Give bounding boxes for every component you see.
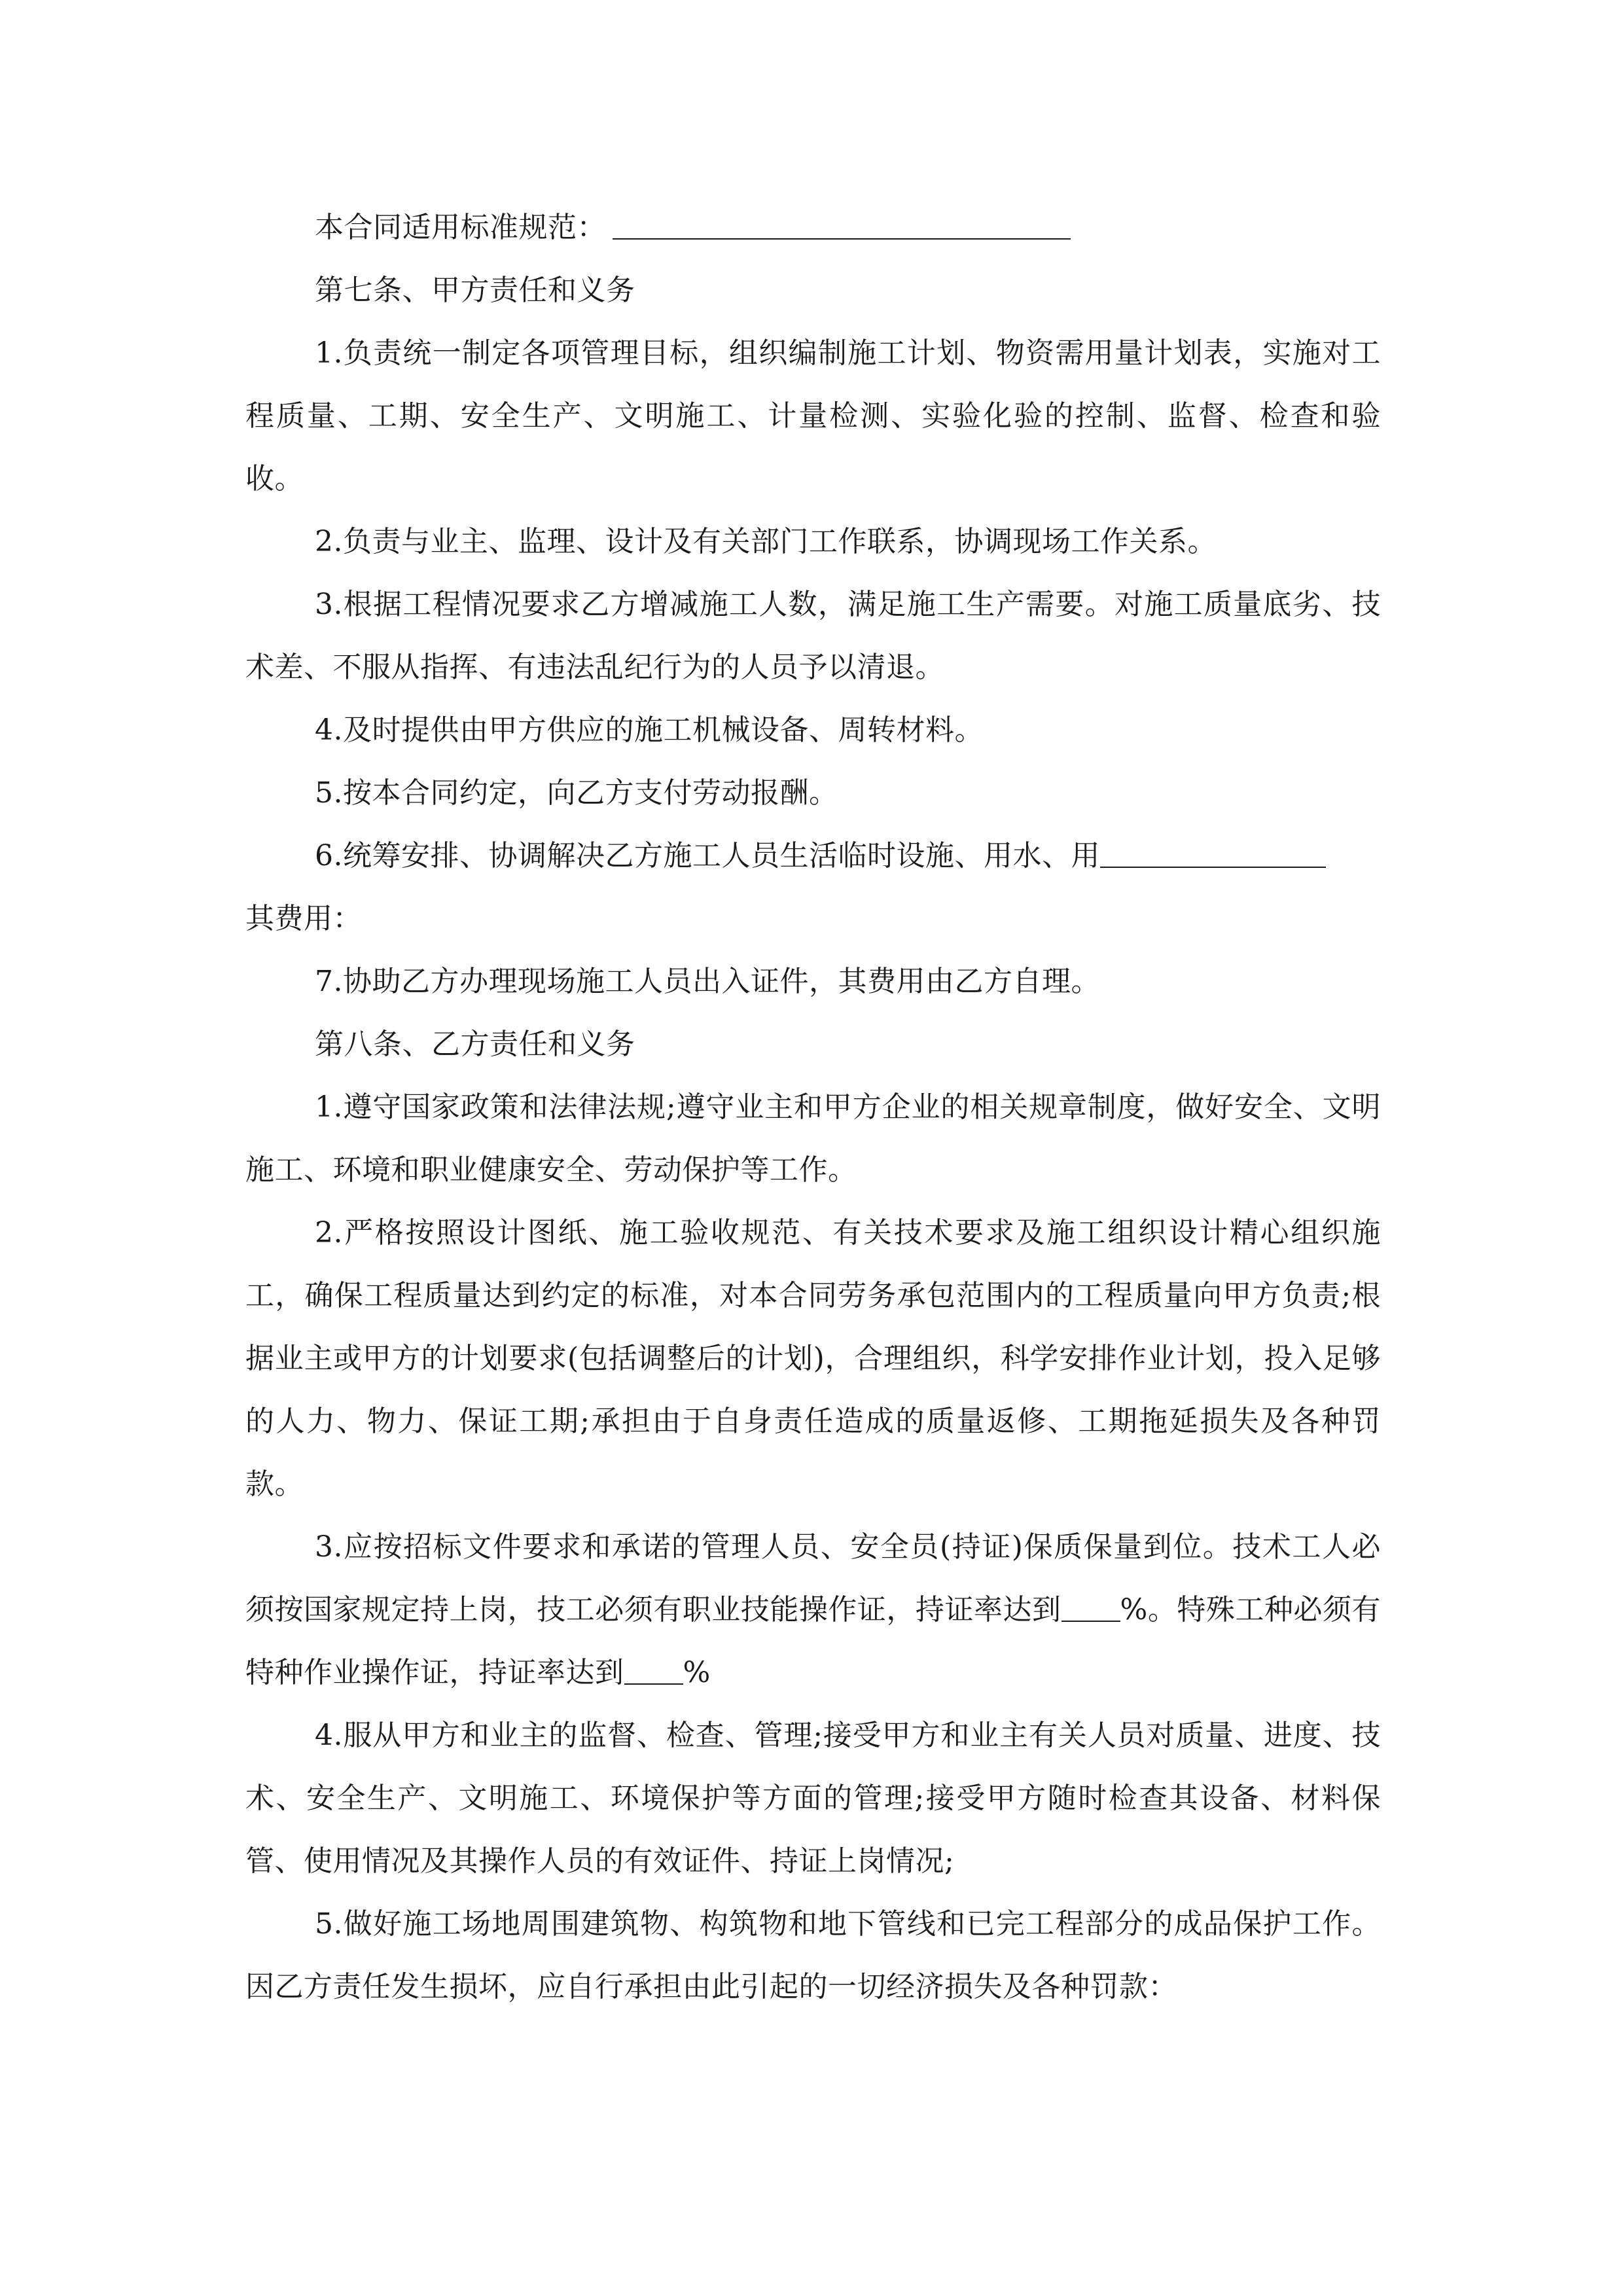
utility-fill-blank xyxy=(1100,840,1326,868)
article-7-item-4: 4.及时提供由甲方供应的施工机械设备、周转材料。 xyxy=(315,713,984,747)
standard-fill-blank xyxy=(613,212,1071,240)
article-7-item-3: 3.根据工程情况要求乙方增减施工人数，满足施工生产需要。对施工质量底劣、技术差、不服从指挥、有违法乱纪行为的人员予以清退。 xyxy=(245,588,1381,684)
article-7-item-6 xyxy=(245,825,1381,888)
article-8-item-4: 4.服从甲方和业主的监督、检查、管理;接受甲方和业主有关人员对质量、进度、技术、安全生产、文明施工、环境保护等方面的管理;接受甲方随时检查其设备、材料保管、使用情况及其操作人员的有效证件、持证上岗情况; xyxy=(245,1719,1381,1878)
contract-body xyxy=(245,196,1381,2018)
article-8-title: 第八条、乙方责任和义务 xyxy=(315,1028,635,1061)
article-8-item-3-text-c: % xyxy=(683,1656,711,1689)
article-7-item-6-text: 6.统筹安排、协调解决乙方施工人员生活临时设施、用水、用 xyxy=(315,839,1100,872)
article-8-item-3-text-a: 3.应按招标文件要求和承诺的管理人员、安全员(持证)保质保量到位。技术工人必须按国家规定持上岗，技工必须有职业技能操作证，持证率达到 xyxy=(245,1530,1381,1626)
standard-label: 本合同适用标准规范： xyxy=(315,211,606,244)
article-8-item-3-text-b: %。特殊工种必须有特种作业操作证，持证率达到 xyxy=(245,1593,1382,1689)
article-7-item-6-continued: 其费用： xyxy=(245,902,362,935)
article-8-item-5: 5.做好施工场地周围建筑物、构筑物和地下管线和已完工程部分的成品保护工作。因乙方责任发生损坏，应自行承担由此引起的一切经济损失及各种罚款： xyxy=(245,1907,1381,2003)
article-7-item-7: 7.协助乙方办理现场施工人员出入证件，其费用由乙方自理。 xyxy=(315,965,1100,998)
article-7-item-2: 2.负责与业主、监理、设计及有关部门工作联系，协调现场工作关系。 xyxy=(315,525,1217,558)
article-7-item-1: 1.负责统一制定各项管理目标，组织编制施工计划、物资需用量计划表，实施对工程质量、工期、安全生产、文明施工、计量检测、实验化验的控制、监督、检查和验收。 xyxy=(245,336,1381,495)
article-8-item-2: 2.严格按照设计图纸、施工验收规范、有关技术要求及施工组织设计精心组织施工，确保工程质量达到约定的标准，对本合同劳务承包范围内的工程质量向甲方负责;根据业主或甲方的计划要求(包括调整后的计划)，合理组织，科学安排作业计划，投入足够的人力、物力、保证工期;承担由于自身责任造成的质量返修、工期拖延损失及各种罚款。 xyxy=(245,1216,1381,1501)
article-8-item-3 xyxy=(245,1516,1381,1704)
article-7-title: 第七条、甲方责任和义务 xyxy=(315,274,635,307)
article-8-item-1: 1.遵守国家政策和法律法规;遵守业主和甲方企业的相关规章制度，做好安全、文明施工、环境和职业健康安全、劳动保护等工作。 xyxy=(245,1090,1381,1187)
standard-clause xyxy=(245,196,1381,259)
article-7-item-5: 5.按本合同约定，向乙方支付劳动报酬。 xyxy=(315,776,838,810)
cert-rate-blank-1 xyxy=(1061,1594,1120,1622)
cert-rate-blank-2 xyxy=(624,1657,683,1685)
